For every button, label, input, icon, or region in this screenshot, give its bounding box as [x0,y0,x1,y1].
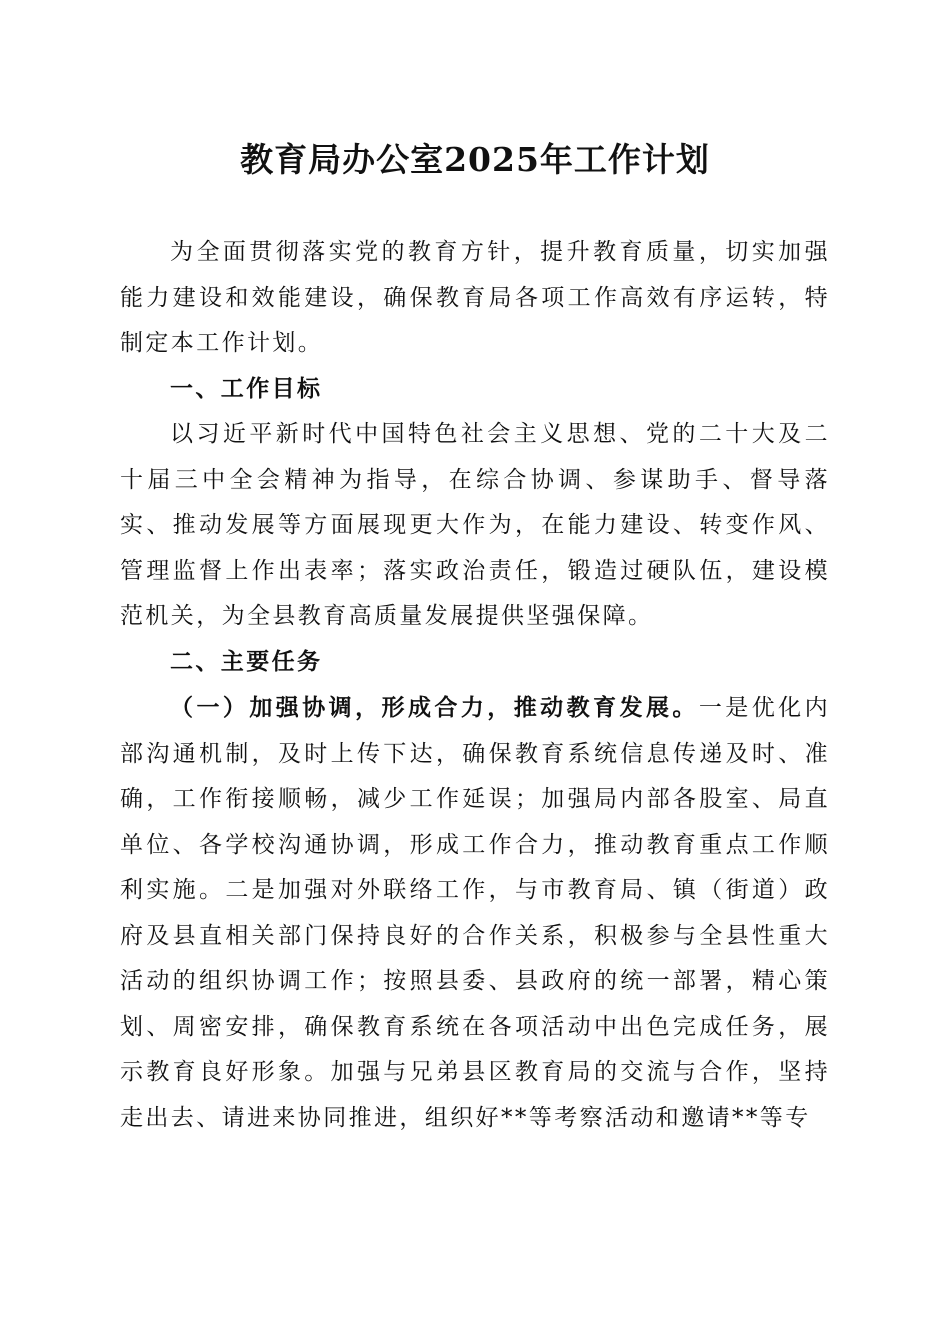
task-text: 一是优化内部沟通机制，及时上传下达，确保教育系统信息传递及时、准确，工作衔接顺畅，减少工作延误；加强局内部各股室、局直单位、各学校沟通协调，形成工作合力，推动教育重点工作顺利实施。二是加强对外联络工作，与市教育局、镇（街道）政府及县直相关部门保持良好的合作关系，积极参与全县性重大活动的组织协调工作；按照县委、县政府的统一部署，精心策划、周密安排，确保教育系统在各项活动中出色完成任务，展示教育良好形象。加强与兄弟县区教育局的交流与合作，坚持走出去、请进来协同推进，组织好**等考察活动和邀请**等专 [120,695,831,1131]
goals-paragraph: 以习近平新时代中国特色社会主义思想、党的二十大及二十届三中全会精神为指导，在综合协调、参谋助手、督导落实、推动发展等方面展现更大作为，在能力建设、转变作风、管理监督上作出表率；落实政治责任，锻造过硬队伍，建设模范机关，为全县教育高质量发展提供坚强保障。 [120,421,830,629]
section-heading-goals: 一、工作目标 [170,375,323,402]
task-subheading: （一）加强协调，形成合力，推动教育发展。 [170,694,699,721]
document-body [120,230,830,1141]
section-heading-tasks: 二、主要任务 [170,648,323,675]
task-paragraph [120,685,830,1141]
intro-paragraph: 为全面贯彻落实党的教育方针，提升教育质量，切实加强能力建设和效能建设，确保教育局各项工作高效有序运转，特制定本工作计划。 [120,239,830,356]
document-title: 教育局办公室2025年工作计划 [240,140,710,179]
